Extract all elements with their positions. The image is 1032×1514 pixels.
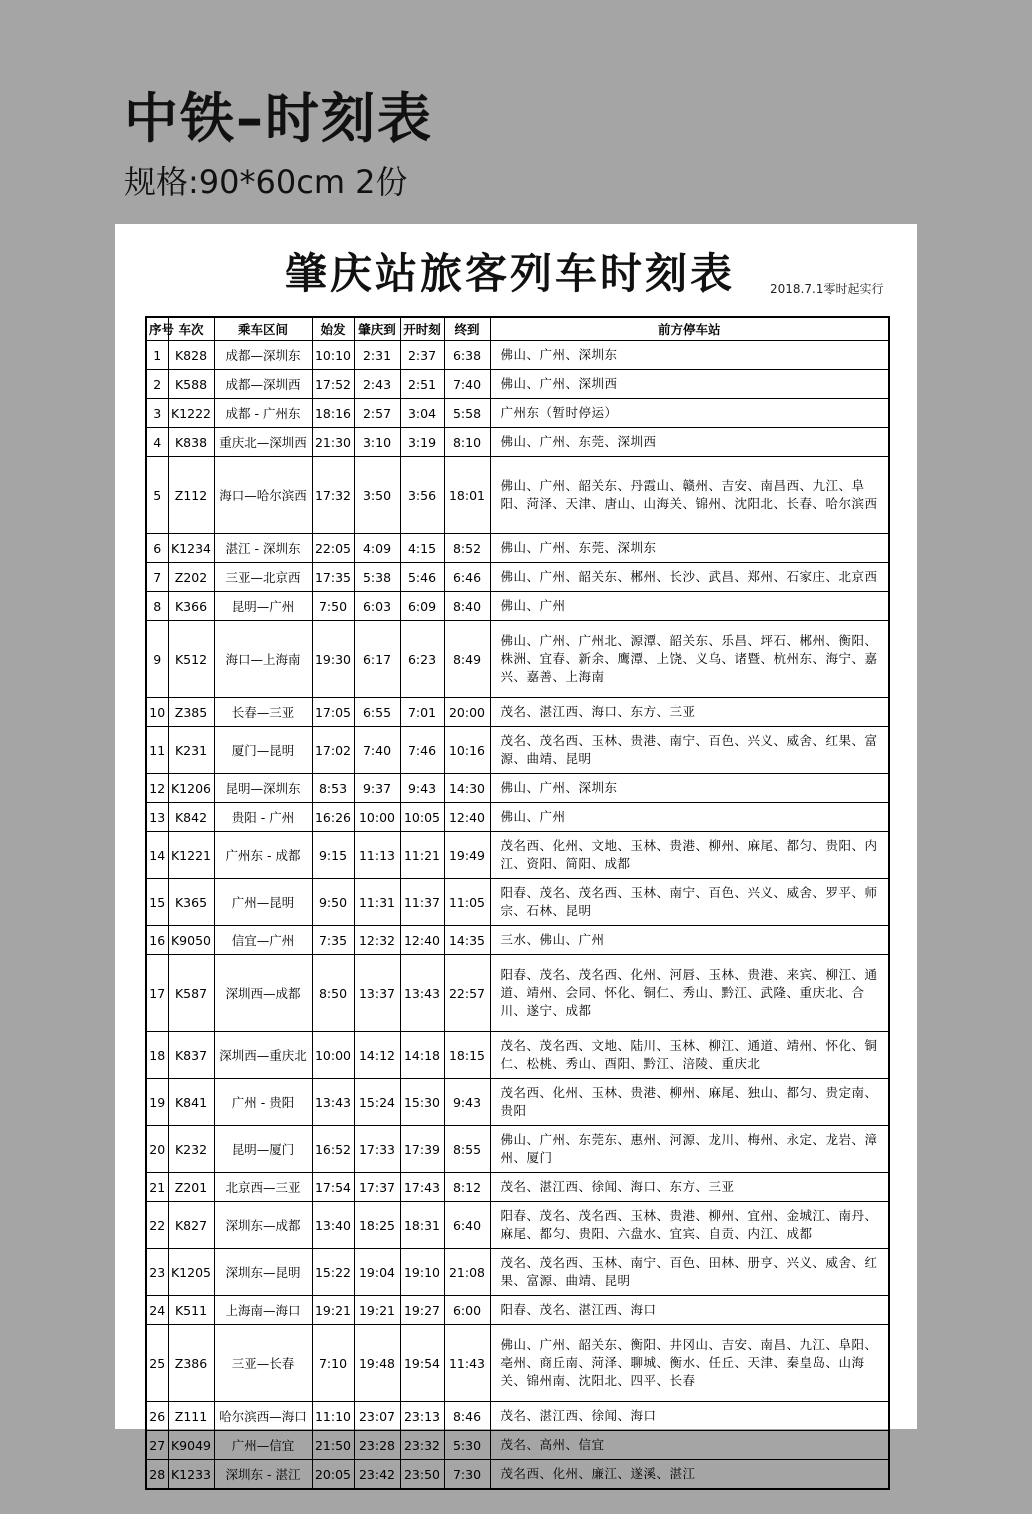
table-row [146,879,889,926]
stops-list: 佛山、广州、深圳西 [490,370,889,399]
row-number: 20 [146,1126,168,1173]
timetable-table [145,316,890,1490]
start-time: 8:50 [312,955,354,1032]
departure-time: 23:32 [400,1431,444,1460]
start-time: 20:05 [312,1460,354,1490]
terminal-time: 22:57 [444,955,490,1032]
route: 海口—上海南 [214,621,312,698]
train-number: K231 [168,727,214,774]
terminal-time: 8:12 [444,1173,490,1202]
table-row [146,803,889,832]
terminal-time: 8:46 [444,1402,490,1431]
route: 深圳西—重庆北 [214,1032,312,1079]
train-number: K511 [168,1296,214,1325]
start-time: 17:52 [312,370,354,399]
train-number: K837 [168,1032,214,1079]
row-number: 22 [146,1202,168,1249]
table-row [146,534,889,563]
arrival-time: 2:31 [354,341,400,370]
train-number: K838 [168,428,214,457]
row-number: 16 [146,926,168,955]
route: 深圳东 - 湛江 [214,1460,312,1490]
stops-list: 佛山、广州、韶关东、丹霞山、赣州、吉安、南昌西、九江、阜阳、菏泽、天津、唐山、山海关、锦州、沈阳北、长春、哈尔滨西 [490,457,889,534]
row-number: 6 [146,534,168,563]
row-number: 3 [146,399,168,428]
stops-list: 茂名西、化州、文地、玉林、贵港、柳州、麻尾、都匀、贵阳、内江、资阳、简阳、成都 [490,832,889,879]
col-header: 肇庆到 [354,317,400,341]
start-time: 17:54 [312,1173,354,1202]
table-row [146,1032,889,1079]
train-number: K512 [168,621,214,698]
table-row [146,370,889,399]
row-number: 26 [146,1402,168,1431]
train-number: K1221 [168,832,214,879]
start-time: 9:15 [312,832,354,879]
departure-time: 3:04 [400,399,444,428]
row-number: 11 [146,727,168,774]
table-row [146,698,889,727]
start-time: 17:32 [312,457,354,534]
terminal-time: 12:40 [444,803,490,832]
route: 深圳东—成都 [214,1202,312,1249]
train-number: K588 [168,370,214,399]
route: 信宜—广州 [214,926,312,955]
departure-time: 17:39 [400,1126,444,1173]
stops-list: 茂名西、化州、廉江、遂溪、湛江 [490,1460,889,1490]
col-header: 序号 [146,317,168,341]
terminal-time: 14:30 [444,774,490,803]
arrival-time: 3:50 [354,457,400,534]
arrival-time: 19:48 [354,1325,400,1402]
col-header: 乘车区间 [214,317,312,341]
route: 广州东 - 成都 [214,832,312,879]
row-number: 17 [146,955,168,1032]
departure-time: 6:09 [400,592,444,621]
table-row [146,1325,889,1402]
stops-list: 茂名西、化州、玉林、贵港、柳州、麻尾、独山、都匀、贵定南、贵阳 [490,1079,889,1126]
table-row [146,727,889,774]
row-number: 10 [146,698,168,727]
row-number: 19 [146,1079,168,1126]
departure-time: 23:13 [400,1402,444,1431]
route: 昆明—厦门 [214,1126,312,1173]
arrival-time: 6:03 [354,592,400,621]
start-time: 18:16 [312,399,354,428]
train-number: K1205 [168,1249,214,1296]
table-row [146,1079,889,1126]
table-row [146,1402,889,1431]
arrival-time: 11:31 [354,879,400,926]
route: 贵阳 - 广州 [214,803,312,832]
terminal-time: 6:40 [444,1202,490,1249]
terminal-time: 10:16 [444,727,490,774]
departure-time: 23:50 [400,1460,444,1490]
table-row [146,341,889,370]
table-row [146,832,889,879]
route: 湛江 - 深圳东 [214,534,312,563]
departure-time: 7:01 [400,698,444,727]
stops-list: 三水、佛山、广州 [490,926,889,955]
terminal-time: 6:46 [444,563,490,592]
departure-time: 19:54 [400,1325,444,1402]
terminal-time: 7:40 [444,370,490,399]
train-number: K1222 [168,399,214,428]
stops-list: 阳春、茂名、茂名西、化州、河唇、玉林、贵港、来宾、柳江、通道、靖州、会同、怀化、铜仁、秀山、黔江、武隆、重庆北、合川、遂宁、成都 [490,955,889,1032]
departure-time: 19:10 [400,1249,444,1296]
departure-time: 12:40 [400,926,444,955]
departure-time: 3:19 [400,428,444,457]
train-number: K9050 [168,926,214,955]
arrival-time: 2:57 [354,399,400,428]
train-number: K1234 [168,534,214,563]
table-row [146,955,889,1032]
departure-time: 7:46 [400,727,444,774]
start-time: 17:02 [312,727,354,774]
train-number: Z385 [168,698,214,727]
departure-time: 11:21 [400,832,444,879]
departure-time: 2:37 [400,341,444,370]
terminal-time: 19:49 [444,832,490,879]
train-number: K366 [168,592,214,621]
row-number: 12 [146,774,168,803]
arrival-time: 4:09 [354,534,400,563]
departure-time: 10:05 [400,803,444,832]
row-number: 2 [146,370,168,399]
col-header: 开时刻 [400,317,444,341]
arrival-time: 2:43 [354,370,400,399]
arrival-time: 18:25 [354,1202,400,1249]
start-time: 10:10 [312,341,354,370]
train-number: K365 [168,879,214,926]
start-time: 16:52 [312,1126,354,1173]
arrival-time: 3:10 [354,428,400,457]
terminal-time: 8:49 [444,621,490,698]
table-row [146,1296,889,1325]
row-number: 13 [146,803,168,832]
header-spec: 规格:90*60cm 2份 [124,163,408,201]
table-row [146,621,889,698]
stops-list: 佛山、广州、东莞、深圳东 [490,534,889,563]
arrival-time: 17:33 [354,1126,400,1173]
row-number: 9 [146,621,168,698]
route: 三亚—长春 [214,1325,312,1402]
row-number: 18 [146,1032,168,1079]
route: 广州 - 贵阳 [214,1079,312,1126]
route: 昆明—广州 [214,592,312,621]
row-number: 8 [146,592,168,621]
stops-list: 佛山、广州、广州北、源潭、韶关东、乐昌、坪石、郴州、衡阳、株洲、宜春、新余、鹰潭、上饶、义乌、诸暨、杭州东、海宁、嘉兴、嘉善、上海南 [490,621,889,698]
effective-date: 2018.7.1零时起实行 [770,282,884,296]
stops-list: 茂名、高州、信宜 [490,1431,889,1460]
table-row [146,926,889,955]
route: 重庆北—深圳西 [214,428,312,457]
arrival-time: 5:38 [354,563,400,592]
table-row [146,1202,889,1249]
start-time: 7:50 [312,592,354,621]
arrival-time: 17:37 [354,1173,400,1202]
terminal-time: 6:00 [444,1296,490,1325]
route: 成都—深圳东 [214,341,312,370]
row-number: 21 [146,1173,168,1202]
arrival-time: 13:37 [354,955,400,1032]
route: 北京西—三亚 [214,1173,312,1202]
train-number: K1233 [168,1460,214,1490]
start-time: 21:30 [312,428,354,457]
stops-list: 茂名、湛江西、徐闻、海口、东方、三亚 [490,1173,889,1202]
col-header: 始发 [312,317,354,341]
terminal-time: 8:55 [444,1126,490,1173]
arrival-time: 9:37 [354,774,400,803]
route: 昆明—深圳东 [214,774,312,803]
train-number: K841 [168,1079,214,1126]
table-row [146,428,889,457]
start-time: 7:35 [312,926,354,955]
departure-time: 17:43 [400,1173,444,1202]
start-time: 13:43 [312,1079,354,1126]
route: 厦门—昆明 [214,727,312,774]
sheet-title: 肇庆站旅客列车时刻表 [285,249,736,298]
start-time: 10:00 [312,1032,354,1079]
start-time: 8:53 [312,774,354,803]
route: 广州—信宜 [214,1431,312,1460]
table-row [146,592,889,621]
departure-time: 4:15 [400,534,444,563]
route: 长春—三亚 [214,698,312,727]
table-row [146,457,889,534]
row-number: 27 [146,1431,168,1460]
row-number: 4 [146,428,168,457]
departure-time: 14:18 [400,1032,444,1079]
arrival-time: 12:32 [354,926,400,955]
stops-list: 佛山、广州、韶关东、衡阳、井冈山、吉安、南昌、九江、阜阳、亳州、商丘南、菏泽、聊城、衡水、任丘、天津、秦皇岛、山海关、锦州南、沈阳北、四平、长春 [490,1325,889,1402]
table-row [146,1431,889,1460]
route: 哈尔滨西—海口 [214,1402,312,1431]
route: 海口—哈尔滨西 [214,457,312,534]
stops-list: 茂名、湛江西、徐闻、海口 [490,1402,889,1431]
stops-list: 佛山、广州 [490,592,889,621]
start-time: 15:22 [312,1249,354,1296]
train-number: Z386 [168,1325,214,1402]
col-header: 终到 [444,317,490,341]
departure-time: 11:37 [400,879,444,926]
arrival-time: 6:17 [354,621,400,698]
start-time: 7:10 [312,1325,354,1402]
start-time: 11:10 [312,1402,354,1431]
arrival-time: 10:00 [354,803,400,832]
departure-time: 9:43 [400,774,444,803]
col-header: 车次 [168,317,214,341]
arrival-time: 23:42 [354,1460,400,1490]
arrival-time: 19:21 [354,1296,400,1325]
table-header-row [146,317,889,341]
terminal-time: 8:40 [444,592,490,621]
departure-time: 15:30 [400,1079,444,1126]
departure-time: 5:46 [400,563,444,592]
route: 成都 - 广州东 [214,399,312,428]
start-time: 13:40 [312,1202,354,1249]
terminal-time: 11:05 [444,879,490,926]
row-number: 15 [146,879,168,926]
stops-list: 佛山、广州、东莞、深圳西 [490,428,889,457]
table-row [146,1126,889,1173]
departure-time: 13:43 [400,955,444,1032]
departure-time: 2:51 [400,370,444,399]
terminal-time: 5:30 [444,1431,490,1460]
terminal-time: 21:08 [444,1249,490,1296]
departure-time: 18:31 [400,1202,444,1249]
start-time: 19:30 [312,621,354,698]
stops-list: 佛山、广州、深圳东 [490,341,889,370]
route: 成都—深圳西 [214,370,312,399]
arrival-time: 6:55 [354,698,400,727]
train-number: K828 [168,341,214,370]
start-time: 9:50 [312,879,354,926]
route: 广州—昆明 [214,879,312,926]
row-number: 1 [146,341,168,370]
terminal-time: 20:00 [444,698,490,727]
row-number: 5 [146,457,168,534]
stops-list: 阳春、茂名、茂名西、玉林、南宁、百色、兴义、威舍、罗平、师宗、石林、昆明 [490,879,889,926]
row-number: 23 [146,1249,168,1296]
train-number: Z111 [168,1402,214,1431]
header-title: 中铁–时刻表 [124,87,433,150]
train-number: K842 [168,803,214,832]
table-row [146,1173,889,1202]
row-number: 28 [146,1460,168,1490]
start-time: 21:50 [312,1431,354,1460]
departure-time: 6:23 [400,621,444,698]
terminal-time: 14:35 [444,926,490,955]
train-number: Z201 [168,1173,214,1202]
table-row [146,563,889,592]
terminal-time: 6:38 [444,341,490,370]
train-number: Z112 [168,457,214,534]
arrival-time: 23:28 [354,1431,400,1460]
row-number: 14 [146,832,168,879]
terminal-time: 5:58 [444,399,490,428]
row-number: 7 [146,563,168,592]
stops-list: 茂名、湛江西、海口、东方、三亚 [490,698,889,727]
stops-list: 茂名、茂名西、玉林、南宁、百色、田林、册亨、兴义、威舍、红果、富源、曲靖、昆明 [490,1249,889,1296]
row-number: 24 [146,1296,168,1325]
start-time: 17:35 [312,563,354,592]
start-time: 17:05 [312,698,354,727]
table-row [146,774,889,803]
terminal-time: 9:43 [444,1079,490,1126]
terminal-time: 8:52 [444,534,490,563]
timetable-sheet [115,224,917,1482]
route: 深圳东—昆明 [214,1249,312,1296]
stops-list: 佛山、广州 [490,803,889,832]
terminal-time: 7:30 [444,1460,490,1490]
terminal-time: 8:10 [444,428,490,457]
start-time: 22:05 [312,534,354,563]
col-header: 前方停车站 [490,317,889,341]
route: 深圳西—成都 [214,955,312,1032]
table-row [146,1249,889,1296]
stops-list: 广州东（暂时停运） [490,399,889,428]
arrival-time: 15:24 [354,1079,400,1126]
train-number: K232 [168,1126,214,1173]
start-time: 19:21 [312,1296,354,1325]
train-number: K827 [168,1202,214,1249]
stops-list: 佛山、广州、深圳东 [490,774,889,803]
row-number: 25 [146,1325,168,1402]
stops-list: 佛山、广州、韶关东、郴州、长沙、武昌、郑州、石家庄、北京西 [490,563,889,592]
arrival-time: 11:13 [354,832,400,879]
table-row [146,1460,889,1490]
arrival-time: 23:07 [354,1402,400,1431]
stops-list: 阳春、茂名、湛江西、海口 [490,1296,889,1325]
start-time: 16:26 [312,803,354,832]
terminal-time: 11:43 [444,1325,490,1402]
train-number: K1206 [168,774,214,803]
arrival-time: 7:40 [354,727,400,774]
train-number: K587 [168,955,214,1032]
route: 三亚—北京西 [214,563,312,592]
terminal-time: 18:15 [444,1032,490,1079]
departure-time: 19:27 [400,1296,444,1325]
table-row [146,399,889,428]
departure-time: 3:56 [400,457,444,534]
stops-list: 茂名、茂名西、玉林、贵港、南宁、百色、兴义、威舍、红果、富源、曲靖、昆明 [490,727,889,774]
route: 上海南—海口 [214,1296,312,1325]
stops-list: 阳春、茂名、茂名西、玉林、贵港、柳州、宜州、金城江、南丹、麻尾、都匀、贵阳、六盘水、宜宾、自贡、内江、成都 [490,1202,889,1249]
arrival-time: 19:04 [354,1249,400,1296]
stops-list: 佛山、广州、东莞东、惠州、河源、龙川、梅州、永定、龙岩、漳州、厦门 [490,1126,889,1173]
arrival-time: 14:12 [354,1032,400,1079]
stops-list: 茂名、茂名西、文地、陆川、玉林、柳江、通道、靖州、怀化、铜仁、松桃、秀山、酉阳、黔江、涪陵、重庆北 [490,1032,889,1079]
train-number: Z202 [168,563,214,592]
terminal-time: 18:01 [444,457,490,534]
train-number: K9049 [168,1431,214,1460]
